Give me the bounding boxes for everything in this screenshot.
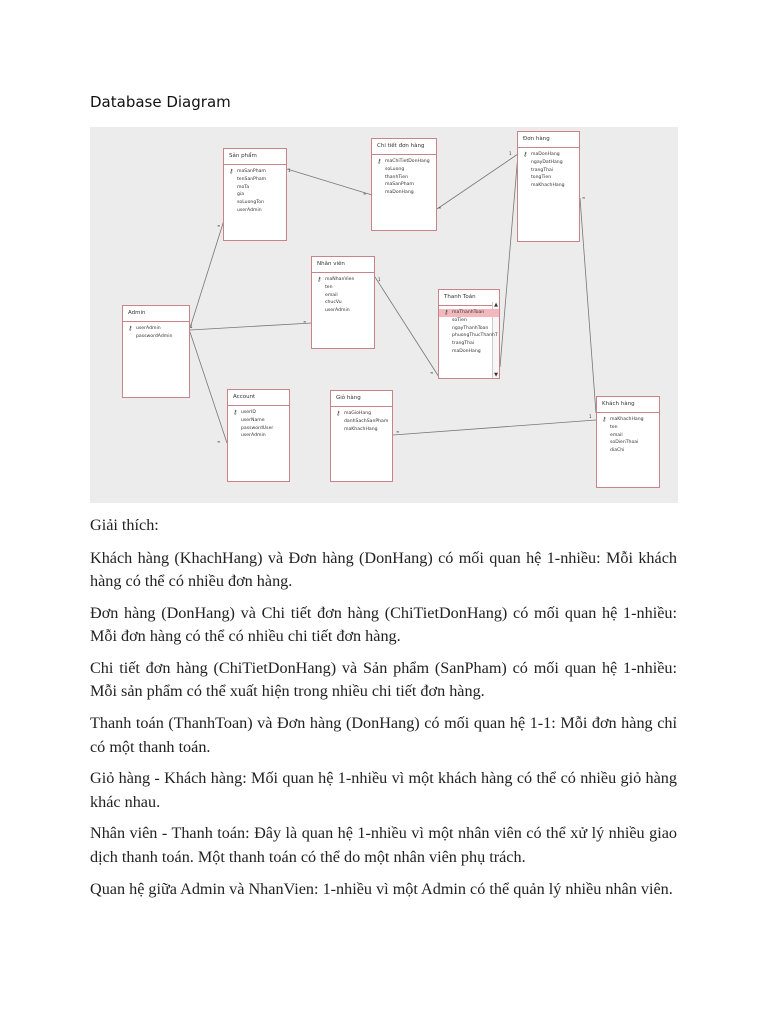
line-thanhtoan-donhang [500,154,518,367]
entity-field: ngayDatHang [531,159,563,165]
entity-field: ⚷ userID [233,409,256,416]
line-donhang-khachhang [580,198,596,413]
entity-field: maDonHang [452,348,481,354]
primary-key-icon: ⚷ [233,409,238,416]
line-sanpham-chitiet [287,169,372,195]
entity-title: Account [228,390,289,406]
entity-field: ⚷ maGioHang [336,410,372,417]
entity-field: maKhachHang [344,426,378,432]
line-chitiet-donhang [437,154,518,209]
entity-field: moTa [237,184,250,190]
entity-field: diaChi [610,448,625,454]
entity-field: ngayThanhToan [452,325,489,331]
entity-title: Sản phẩm [224,149,286,165]
entity-field: userAdmin [237,207,262,213]
entity-field: ten [610,424,618,430]
line-nhanvien-thanhtoan [375,277,439,377]
explanation-paragraph: Thanh toán (ThanhToan) và Đơn hàng (DonHang) có mối quan hệ 1-1: Mỗi đơn hàng chỉ có một thanh toán. [90,714,677,756]
entity-field: trangThai [531,167,554,173]
line-admin-nhanvien [190,323,312,330]
entity-field: gia [237,192,245,198]
entity-field: soDienThoai [610,440,639,446]
entity-field: chucVu [325,300,342,306]
entity-field: email [325,292,338,298]
page-heading: Database Diagram [90,93,231,111]
entity-field: danhSachSanPham [344,418,389,424]
scroll-down-icon: ▼ [494,372,498,378]
entity-field: ten [325,284,333,290]
line-admin-account [190,332,227,443]
entity-field: ⚷ maNhanVien [317,276,355,283]
entity-field: maDonHang [385,190,414,196]
entity-khachhang [596,396,660,488]
entity-title: Nhân viên [312,257,374,273]
entity-title: Chi tiết đơn hàng [372,139,436,155]
entity-chitietdonhang [371,138,437,231]
entity-nhanvien [311,256,375,349]
entity-field: ⚷ maDonHang [523,151,560,158]
entity-title: Admin [123,306,189,322]
entity-field: thanhTien [385,174,409,180]
entity-admin [122,305,190,398]
explanation-section [90,514,677,909]
entity-field: soLuong [385,166,405,172]
entity-field: passwordUser [241,425,274,431]
entity-title: Đơn hàng [518,132,579,148]
line-admin-sanpham [190,217,225,328]
explanation-paragraph: Khách hàng (KhachHang) và Đơn hàng (DonHang) có mối quan hệ 1-nhiều: Mỗi khách hàng có thể có nhiều đơn hàng. [90,548,677,590]
explanation-paragraph: Giỏ hàng - Khách hàng: Mối quan hệ 1-nhiều vì một khách hàng có thể có nhiều giỏ hàng khác nhau. [90,769,677,811]
entity-field: tenSanPham [237,176,267,182]
entity-field: email [610,432,623,438]
primary-key-icon: ⚷ [523,151,528,158]
primary-key-icon: ⚷ [128,325,133,332]
primary-key-icon: ⚷ [377,158,382,165]
line-giohang-khachhang [393,420,596,435]
primary-key-icon: ⚷ [229,168,234,175]
primary-key-icon: ⚷ [444,309,449,316]
entity-field: userName [241,417,265,423]
entity-sanpham [223,148,287,241]
entity-field: ⚷ maChiTietDonHang [377,158,430,165]
scroll-up-icon: ▲ [494,302,498,308]
primary-key-icon: ⚷ [317,276,322,283]
explanation-paragraph: Chi tiết đơn hàng (ChiTietDonHang) và Sản phẩm (SanPham) có mối quan hệ 1-nhiều: Mỗi sản phẩm có thể xuất hiện trong nhiều chi tiết đơn hàng. [90,658,677,701]
entity-title: Giỏ hàng [331,391,392,407]
explanation-title: Giải thích: [90,516,159,534]
entity-title: Khách hàng [597,397,659,413]
entity-field: soTien [452,317,467,323]
entity-giohang [330,390,393,482]
entity-field: ⚷ userAdmin [128,325,161,332]
entity-field: phuongThucThanhT [452,333,498,339]
entity-field: soLuongTon [237,200,264,206]
entity-field: tongTien [531,175,552,181]
entity-donhang [517,131,580,242]
entity-account [227,389,290,482]
entity-thanhtoan [438,289,500,379]
explanation-paragraph: Quan hệ giữa Admin và NhanVien: 1-nhiều vì một Admin có thể quản lý nhiều nhân viên. [90,879,673,898]
entity-field: ⚷ maThanhToan [439,309,499,317]
entity-field: userAdmin [241,433,266,439]
primary-key-icon: ⚷ [336,410,341,417]
primary-key-icon: ⚷ [602,416,607,423]
entity-field: userAdmin [325,308,350,314]
database-diagram-image: 1 ∞ ∞ 1 ∞ 1 ∞ ∞ 1 ∞ ∞ 1 ∞ Sản phẩm ⚷ maSanPham tenSanPham moTa gia soLuongTon userAdmin Chi tiết đơn hàng ⚷ maChiTietDonHang soLuong thanhTien maSanPham maDonHang Đơn hàng ⚷ maDonHang ngayDatHang trangThai tongTien maKhachHang Nhân viên ⚷ maNhanVien ten email chucVu userAdmin Admin ⚷ userAdmin passwordAdmin Thanh Toán ▲ ▼ ⚷ maThanhToan soTien ngayThanhToan phuongThucThanhT trangThai maDonHang Account ⚷ userID userName passwordUser userAdmin Giỏ hàng ⚷ maGioHang danhSachSanPham maKhachHang Khách hàng ⚷ maKhachHang ten email soDienThoai diaChi [90,127,678,503]
explanation-paragraph: Đơn hàng (DonHang) và Chi tiết đơn hàng (ChiTietDonHang) có mối quan hệ 1-nhiều: Mỗi đơn hàng có thể có nhiều chi tiết đơn hàng. [90,603,677,646]
entity-field: passwordAdmin [136,333,173,339]
entity-field: ⚷ maSanPham [229,168,266,175]
entity-title: Thanh Toán [439,290,499,306]
entity-field: maKhachHang [531,183,565,189]
entity-field: maSanPham [385,182,414,188]
entity-field: ⚷ maKhachHang [602,416,644,423]
explanation-paragraph: Nhân viên - Thanh toán: Đây là quan hệ 1-nhiều vì một nhân viên có thể xử lý nhiều giao dịch thanh toán. Một thanh toán có thể do một nhân viên phụ trách. [90,824,677,866]
entity-field: trangThai [452,341,475,347]
